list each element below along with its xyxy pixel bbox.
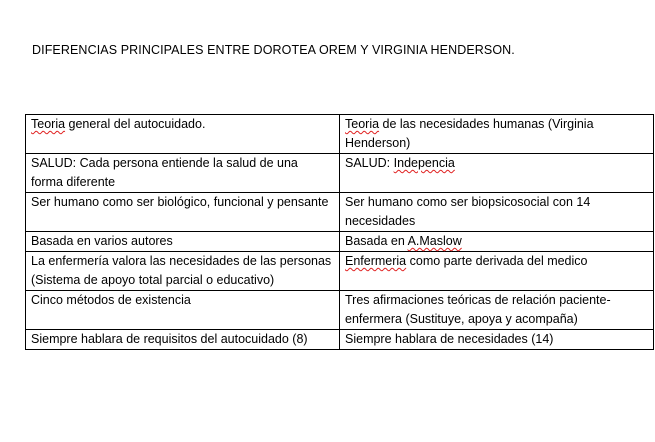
spellcheck-word: Teoria [345,117,380,131]
cell-henderson [340,330,654,350]
spellcheck-word: A.Maslow [407,234,462,248]
table-row [26,193,654,232]
cell-text: como parte derivada del medico [406,254,588,268]
cell-text: Cinco métodos de existencia [31,293,191,307]
cell-text: La enfermería valora las necesidades de las personas (Sistema de apoyo total parcial o educativo) [31,254,332,287]
cell-henderson [340,291,654,330]
cell-text: Basada en varios autores [31,234,173,248]
table-row [26,154,654,193]
table-row [26,330,654,350]
cell-orem [26,232,340,252]
table-row [26,252,654,291]
cell-text: Siempre hablara de requisitos del autocuidado (8) [31,332,308,346]
cell-henderson [340,115,654,154]
cell-henderson [340,193,654,232]
table-row [26,115,654,154]
spellcheck-word: Indepencia [393,156,455,170]
table-row [26,291,654,330]
comparison-table-body [26,115,654,350]
cell-henderson [340,252,654,291]
cell-text: Ser humano como ser biopsicosocial con 14 necesidades [345,195,591,228]
spellcheck-word: Teoria [31,117,66,131]
cell-text: SALUD: Cada persona entiende la salud de una forma diferente [31,156,298,189]
cell-henderson [340,154,654,193]
comparison-table [25,114,654,350]
cell-text: Ser humano como ser biológico, funcional y pensante [31,195,329,209]
cell-henderson [340,232,654,252]
cell-text: de las necesidades humanas (Virginia Henderson) [345,117,594,150]
cell-orem [26,252,340,291]
cell-text: SALUD: [345,156,394,170]
spellcheck-word: Enfermeria [345,254,407,268]
cell-text: Siempre hablara de necesidades (14) [345,332,554,346]
cell-text: Tres afirmaciones teóricas de relación paciente-enfermera (Sustituye, apoya y acompaña) [345,293,611,326]
cell-orem [26,154,340,193]
cell-orem [26,330,340,350]
cell-orem [26,193,340,232]
table-row [26,232,654,252]
document-title: DIFERENCIAS PRINCIPALES ENTRE DOROTEA OREM Y VIRGINIA HENDERSON. [32,43,515,57]
cell-text: general del autocuidado. [65,117,206,131]
cell-text: Basada en [345,234,408,248]
cell-orem [26,115,340,154]
cell-orem [26,291,340,330]
